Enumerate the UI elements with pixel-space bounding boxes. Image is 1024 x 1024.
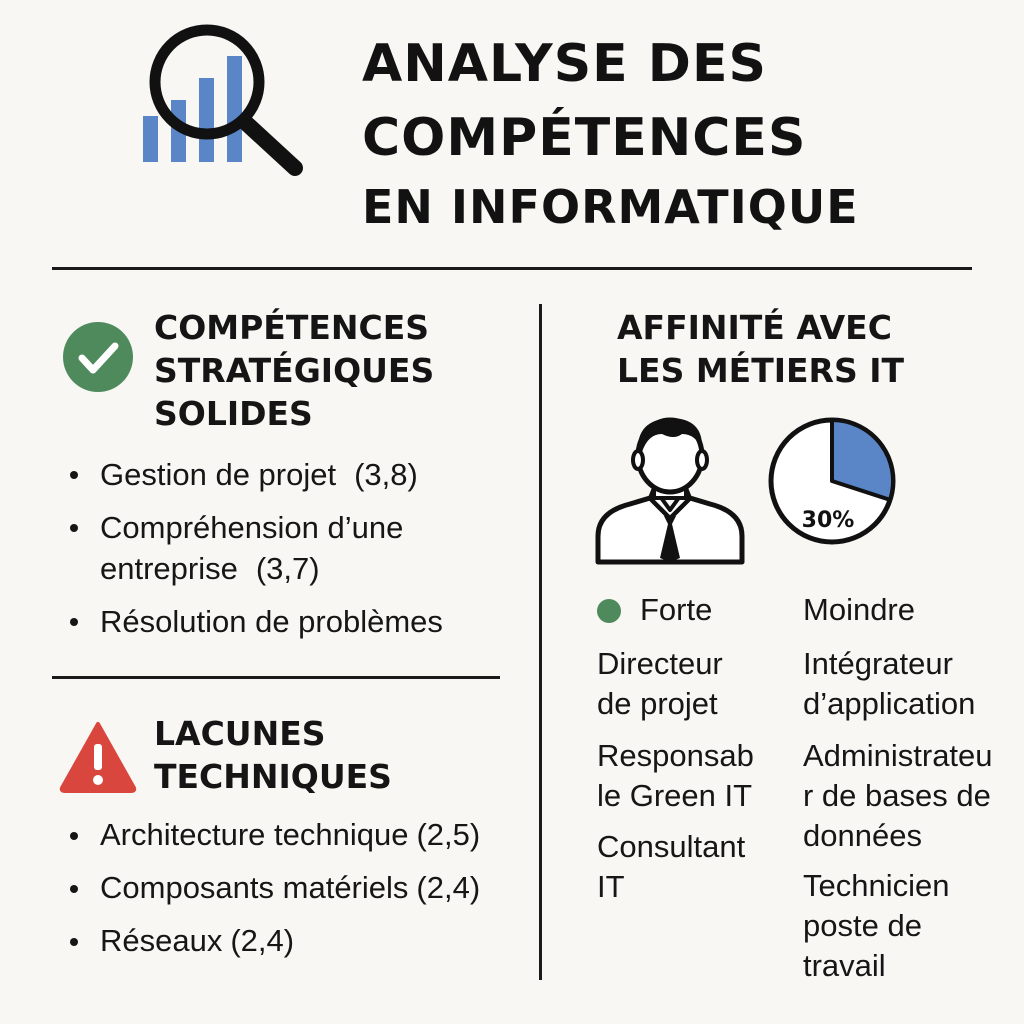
list-item [100,867,480,908]
job-weak: Administrateu r de bases de données [803,738,993,853]
bar-icon-4 [227,56,242,162]
section-divider [52,676,500,679]
skill-label: Gestion de projet [100,457,337,492]
gaps-heading-line-1: LACUNES [154,714,326,753]
job-strong: Directeur de projet [597,646,723,721]
header-divider [52,267,972,270]
job-weak: Technicien poste de travail [803,868,950,983]
bullet [70,618,78,626]
skill-score: (3,7) [255,551,320,586]
legend-weak-label: Moindre [803,592,915,627]
job-strong: Responsab le Green IT [597,738,754,813]
page-title-line-1: ANALYSE DES [362,34,767,94]
legend-strong-label: Forte [640,592,713,627]
affinity-pie-chart [766,415,898,547]
affinity-heading-line-2: LES MÉTIERS IT [617,351,904,390]
list-item [100,920,294,961]
legend-strong-dot [597,599,621,623]
skill-score: (2,4) [230,923,295,958]
gaps-heading-line-2: TECHNIQUES [154,757,392,796]
strengths-heading-line-3: SOLIDES [154,394,313,433]
list-item [100,507,403,589]
page-title-line-2: COMPÉTENCES [362,108,807,168]
list-item [100,601,443,642]
check-circle-icon [61,320,135,394]
column-divider [539,304,542,980]
skill-label: Architecture technique [100,817,409,852]
list-item [100,814,480,855]
bullet [70,524,78,532]
job-weak: Intégrateur d’application [803,646,976,721]
list-item [100,454,418,495]
page-title-line-3: EN INFORMATIQUE [362,180,859,234]
business-person-icon [592,412,748,568]
bar-icon-1 [143,116,158,162]
skill-label: Compréhension d’une [100,510,404,545]
bullet [70,471,78,479]
bullet [70,885,78,893]
bar-icon-3 [199,78,214,162]
skill-score: (3,8) [354,457,418,492]
skill-label: entreprise [100,551,238,586]
skill-label: Composants matériels [100,870,409,905]
bullet [70,832,78,840]
skill-score: (2,5) [416,817,481,852]
job-strong: Consultant IT [597,829,746,904]
bullet [70,938,78,946]
skill-label: Réseaux [100,923,223,958]
warning-triangle-icon [58,720,138,794]
affinity-heading-line-1: AFFINITÉ AVEC [617,308,892,347]
pie-percent-label: 30% [801,508,855,533]
skill-label: Résolution de problèmes [100,604,443,639]
analytics-magnifier-icon [135,20,310,180]
strengths-heading-line-2: STRATÉGIQUES [154,351,435,390]
skill-score: (2,4) [416,870,481,905]
strengths-heading-line-1: COMPÉTENCES [154,308,430,347]
